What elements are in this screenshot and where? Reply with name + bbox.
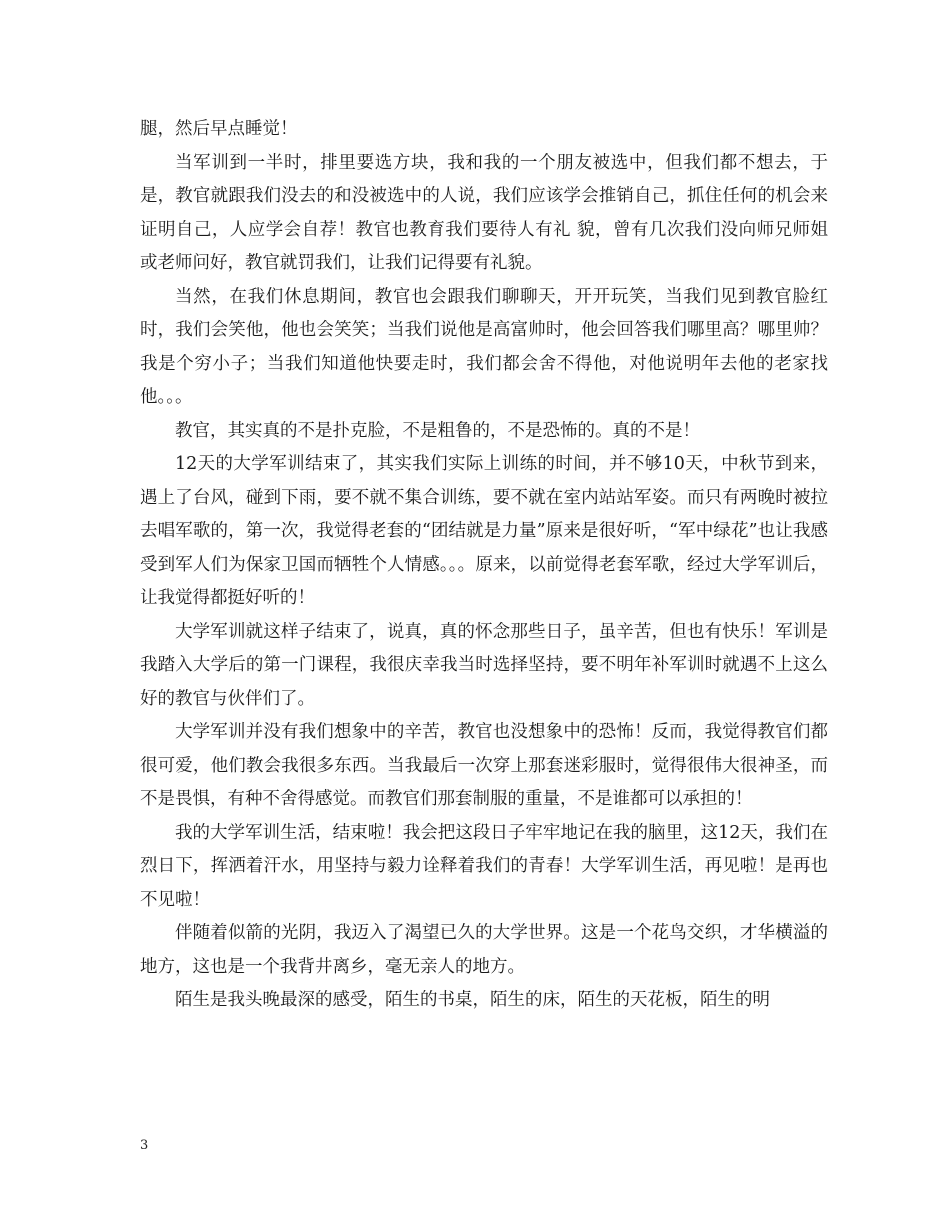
page-number: 3 xyxy=(140,1138,149,1153)
paragraph: 伴随着似箭的光阴，我迈入了渴望已久的大学世界。这是一个花鸟交织，才华横溢的地方，这也是一个我背井离乡，毫无亲人的地方。 xyxy=(140,923,828,977)
paragraph: 大学军训就这样子结束了，说真，真的怀念那些日子，虽辛苦，但也有快乐！军训是我踏入大学后的第一门课程，我很庆幸我当时选择坚持，要不明年补军训时就遇不上这么好的教官与伙伴们了。 xyxy=(140,621,828,709)
paragraph: 当军训到一半时，排里要选方块，我和我的一个朋友被选中，但我们都不想去，于是，教官就跟我们没去的和没被选中的人说，我们应该学会推销自己，抓住任何的机会来证明自己，人应学会自荐！教官也教育我们要待人有礼 貌，曾有几次我们没向师兄师姐或老师问好，教官就罚我们，让我们记得要有礼貌。 xyxy=(140,152,828,273)
paragraph: 教官，其实真的不是扑克脸，不是粗鲁的，不是恐怖的。真的不是！ xyxy=(175,420,700,441)
paragraph: 大学军训并没有我们想象中的辛苦，教官也没想象中的恐怖！反而，我觉得教官们都很可爱，他们教会我很多东西。当我最后一次穿上那套迷彩服时，觉得很伟大很神圣，而不是畏惧，有种不舍得感觉。而教官们那套制服的重量，不是谁都可以承担的！ xyxy=(140,722,828,809)
paragraph: 陌生是我头晚最深的感受，陌生的书桌，陌生的床，陌生的天花板，陌生的明 xyxy=(175,990,770,1010)
paragraph: 12天的大学军训结束了，其实我们实际上训练的时间，并不够10天，中秋节到来，遇上了台风，碰到下雨，要不就不集合训练，要不就在室内站站军姿。而只有两晚时被拉去唱军歌的，第一次，我觉得老套的“团结就是力量”原来是很好听，“军中绿花”也让我感受到军人们为保家卫国而牺牲个人情感。。。原来，以前觉得老套军歌，经过大学军训后，让我觉得都挺好听的！ xyxy=(140,454,828,608)
paragraph: 腿，然后早点睡觉！ xyxy=(140,119,298,139)
paragraph: 我的大学军训生活，结束啦！我会把这段日子牢牢地记在我的脑里，这12天，我们在烈日下，挥洒着汗水，用坚持与毅力诠释着我们的青春！大学军训生活，再见啦！是再也不见啦！ xyxy=(140,822,828,910)
page-body xyxy=(140,113,828,1018)
paragraph: 当然，在我们休息期间，教官也会跟我们聊聊天，开开玩笑，当我们见到教官脸红时，我们会笑他，他也会笑笑；当我们说他是高富帅时，他会回答我们哪里高？哪里帅？我是个穷小子；当我们知道他快要走时，我们都会舍不得他，对他说明年去他的老家找他。。。 xyxy=(140,286,828,407)
